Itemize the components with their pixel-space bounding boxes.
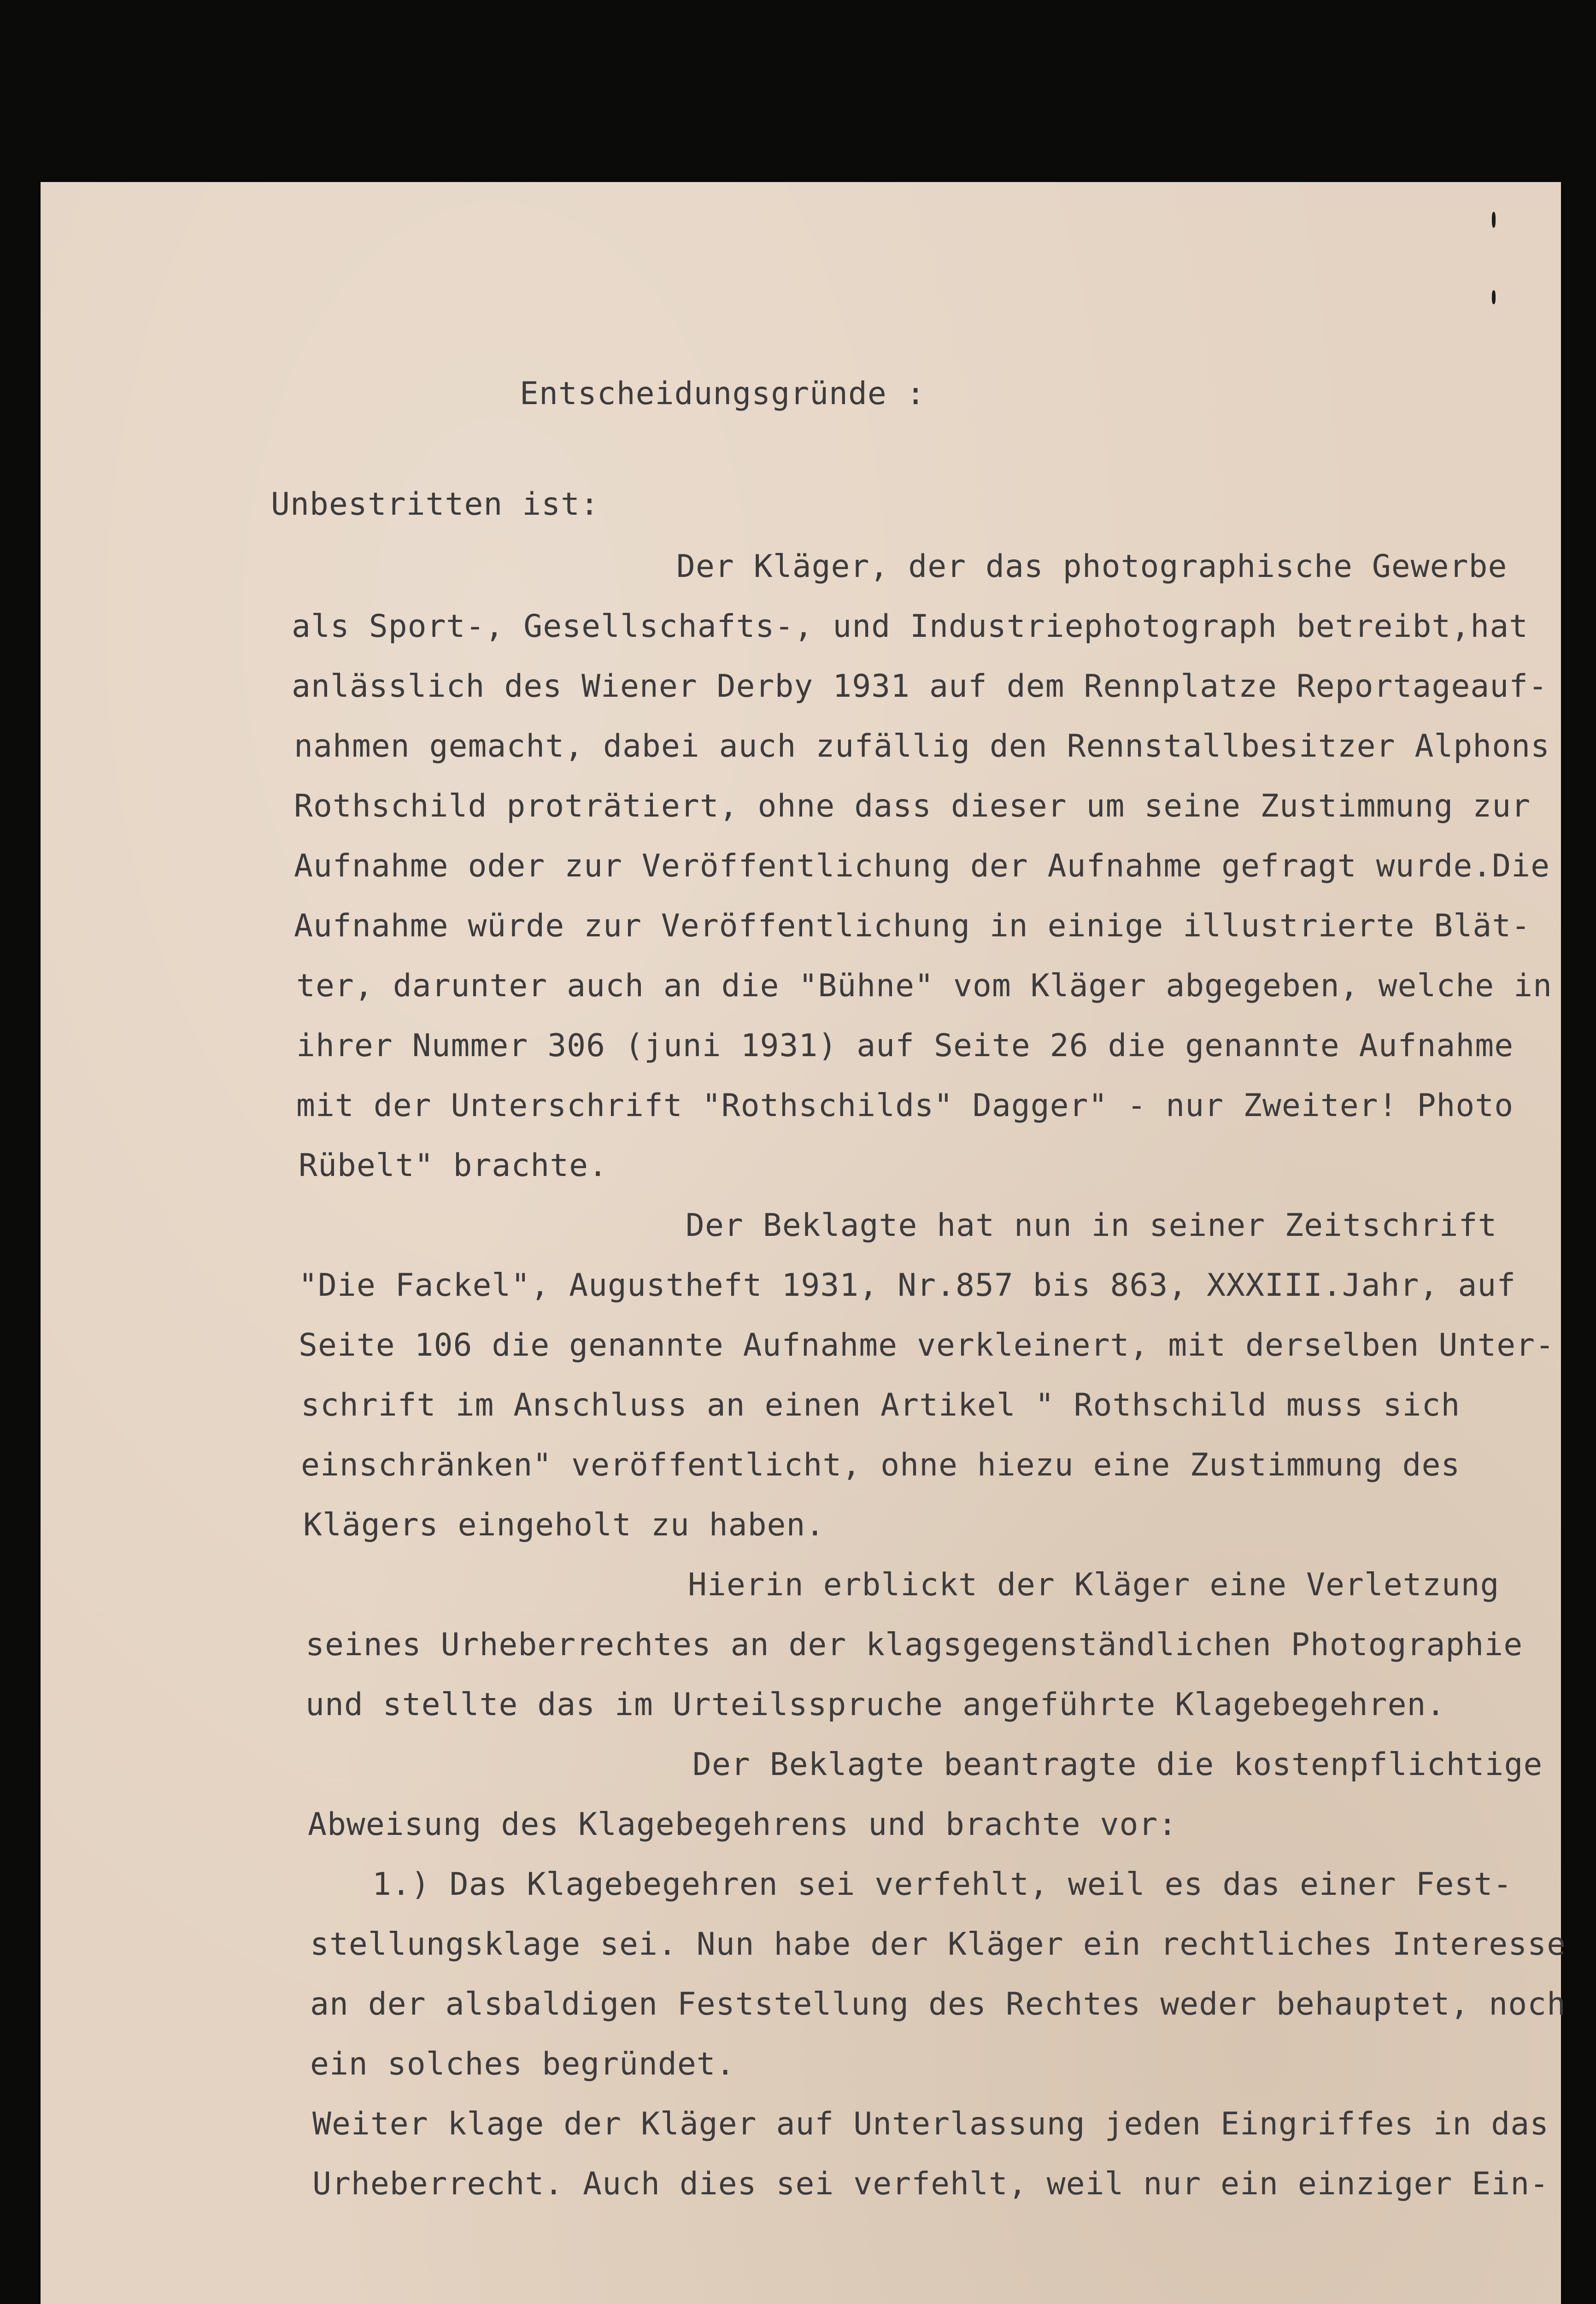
text-line-21: und stellte das im Urteilsspruche angeführte Klagebegehren.: [305, 1687, 1446, 1723]
text-line-29: Urheberrecht. Auch dies sei verfehlt, weil nur ein einziger Ein-: [312, 2166, 1549, 2202]
text-line-9: ter, darunter auch an die "Bühne" vom Kläger abgegeben, welche in: [296, 968, 1553, 1004]
document-page: [41, 182, 1567, 2304]
document-heading: Entscheidungsgründe :: [520, 376, 926, 412]
text-line-15: Seite 106 die genannte Aufnahme verkleinert, mit derselben Unter-: [299, 1327, 1555, 1364]
text-line-4: anlässlich des Wiener Derby 1931 auf dem Rennplatze Reportageauf-: [292, 668, 1548, 705]
text-line-2: Der Kläger, der das photographische Gewerbe: [676, 548, 1508, 585]
text-line-5: nahmen gemacht, dabei auch zufällig den Rennstallbesitzer Alphons: [294, 728, 1550, 764]
text-line-6: Rothschild proträtiert, ohne dass dieser um seine Zustimmung zur: [294, 788, 1531, 824]
text-line-12: Rübelt" brachte.: [299, 1147, 608, 1184]
text-line-20: seines Urheberrechtes an der klagsgegenständlichen Photographie: [305, 1627, 1523, 1663]
text-line-10: ihrer Nummer 306 (juni 1931) auf Seite 26 die genannte Aufnahme: [296, 1028, 1514, 1064]
text-line-3: als Sport-, Gesellschafts-, und Industriephotograph betreibt,hat: [292, 608, 1529, 645]
text-line-16: schrift im Anschluss an einen Artikel " Rothschild muss sich: [301, 1387, 1461, 1423]
ink-mark: [1492, 212, 1496, 228]
text-line-24: 1.) Das Klagebegehren sei verfehlt, weil es das einer Fest-: [372, 1866, 1513, 1903]
text-line-18: Klägers eingeholt zu haben.: [303, 1507, 825, 1543]
ink-mark: [1492, 290, 1496, 304]
text-line-7: Aufnahme oder zur Veröffentlichung der Aufnahme gefragt wurde.Die: [294, 848, 1550, 884]
text-line-13: Der Beklagte hat nun in seiner Zeitschrift: [686, 1207, 1497, 1244]
text-line-26: an der alsbaldigen Feststellung des Rechtes weder behauptet, noch: [310, 1986, 1567, 2022]
text-line-22: Der Beklagte beantragte die kostenpflichtige: [692, 1746, 1543, 1783]
text-line-27: ein solches begründet.: [310, 2046, 735, 2082]
text-line-19: Hierin erblickt der Kläger eine Verletzung: [688, 1567, 1500, 1603]
text-line-17: einschränken" veröffentlicht, ohne hiezu eine Zustimmung des: [301, 1447, 1461, 1483]
text-line-8: Aufnahme würde zur Veröffentlichung in einige illustrierte Blät-: [294, 908, 1531, 944]
text-line-23: Abweisung des Klagebegehrens und brachte vor:: [308, 1806, 1178, 1843]
text-line-25: stellungsklage sei. Nun habe der Kläger ein rechtliches Interesse: [310, 1926, 1567, 1963]
text-line-11: mit der Unterschrift "Rothschilds" Dagger" - nur Zweiter! Photo: [296, 1087, 1514, 1124]
text-line-1: Unbestritten ist:: [271, 486, 599, 523]
text-line-14: "Die Fackel", Augustheft 1931, Nr.857 bis 863, XXXIII.Jahr, auf: [299, 1267, 1516, 1304]
text-line-28: Weiter klage der Kläger auf Unterlassung jeden Eingriffes in das: [312, 2106, 1549, 2142]
